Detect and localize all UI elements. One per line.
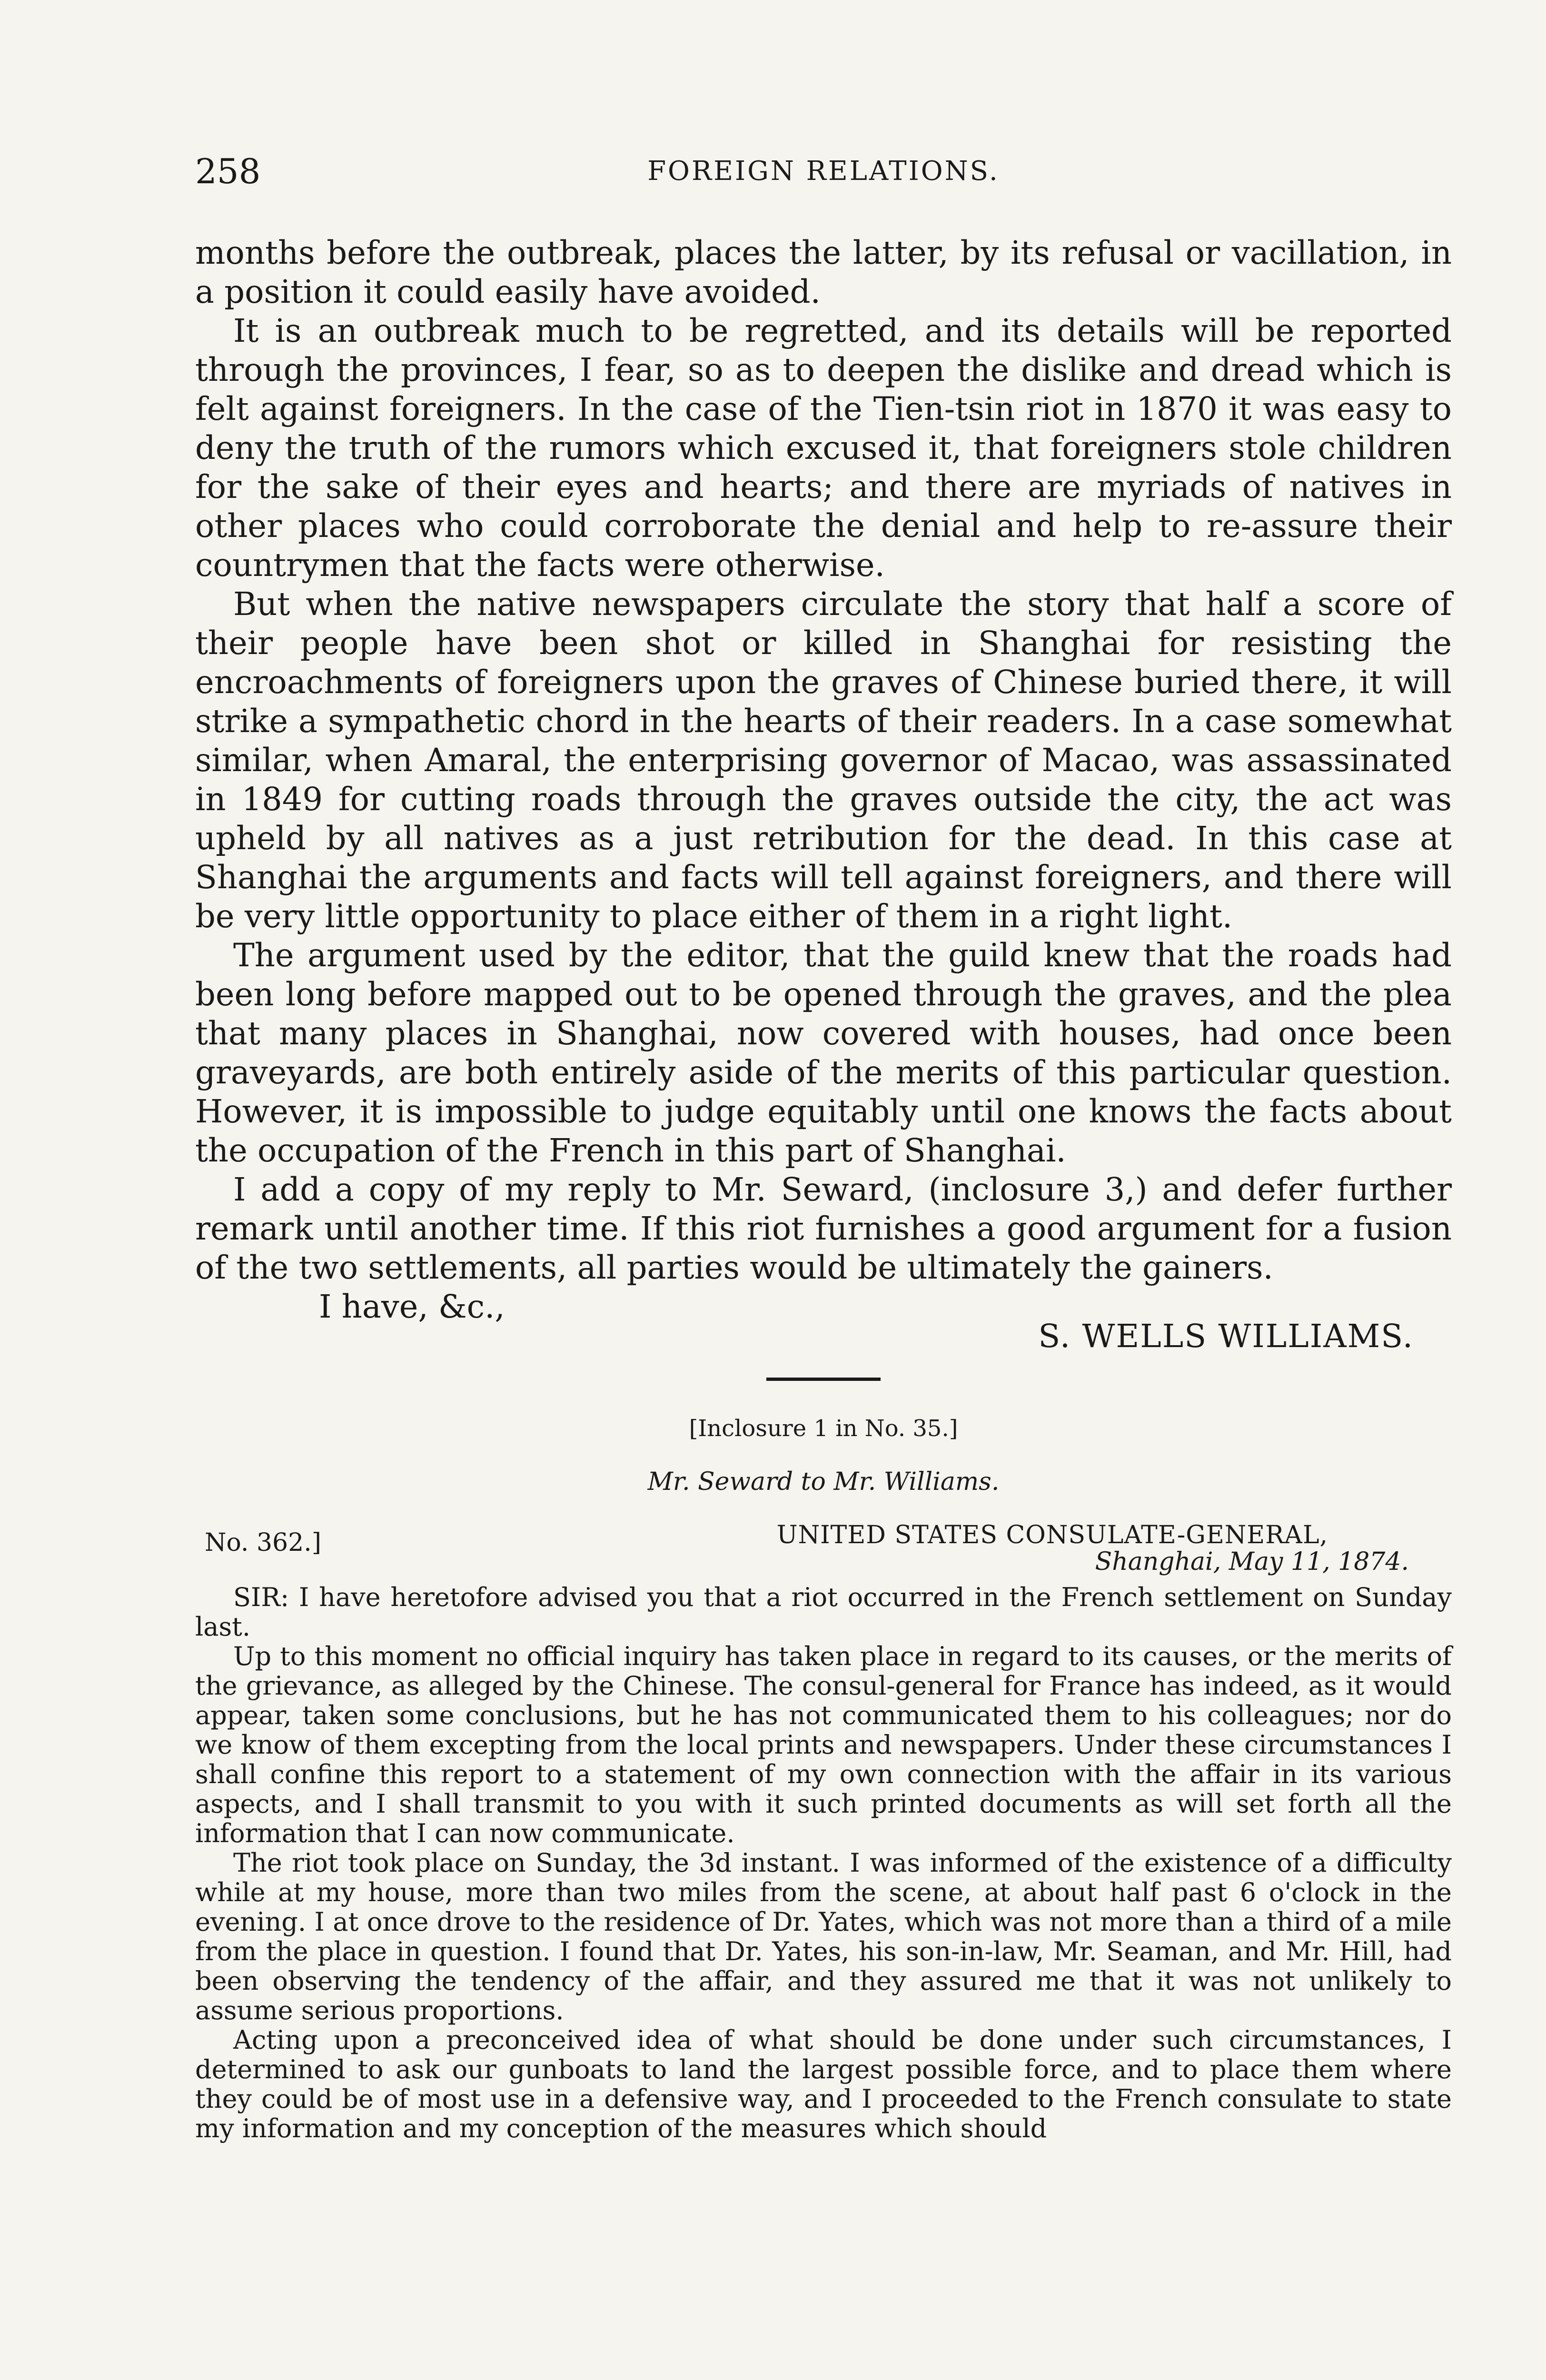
- inclosure-paragraph: Up to this moment no official inquiry has taken place in regard to its causes, or the merits of the grievance, as alleged by the Chinese. The consul-general for France has indeed, as it would appear, taken some conclusions, but he has not communicated them to his colleagues; nor do we know of them excepting from the local prints and newspapers. Under these circumstances I shall confine this report to a statement of my own connection with the affair in its various aspects, and I shall transmit to you with it such printed documents as will set forth all the information that I can now communicate.: [195, 1641, 1452, 1848]
- place-date: Shanghai, May 11, 1874.: [1095, 1547, 1409, 1576]
- signature: S. WELLS WILLIAMS.: [1038, 1318, 1414, 1355]
- letter-paragraph-continued: months before the outbreak, places the latter, by its refusal or vacillation, in a position it could easily have avoided.: [195, 234, 1452, 310]
- dispatch-number: No. 362.]: [205, 1528, 322, 1557]
- letter-paragraph: It is an outbreak much to be regretted, and its details will be reported through the provinces, I fear, so as to deepen the dislike and dread which is felt against foreigners. In the case of the Tien-tsin riot in 1870 it was easy to deny the truth of the rumors which excused it, that foreigners stole children for the sake of their eyes and hearts; and there are myriads of natives in other places who could corroborate the denial and help to re-assure their countrymen that the facts were otherwise.: [195, 312, 1452, 584]
- inclosure-paragraph: The riot took place on Sunday, the 3d instant. I was informed of the existence of a difficulty while at my house, more than two miles from the scene, at about half past 6 o'clock in the evening. I at once drove to the residence of Dr. Yates, which was not more than a third of a mile from the place in question. I found that Dr. Yates, his son-in-law, Mr. Seaman, and Mr. Hill, had been observing the tendency of the affair, and they assured me that it was not unlikely to assume serious proportions.: [195, 1848, 1452, 2025]
- letter-paragraph: But when the native newspapers circulate the story that half a score of their people have been shot or killed in Shanghai for resisting the encroachments of foreigners upon the graves of Chinese buried there, it will strike a sympathetic chord in the hearts of their readers. In a case somewhat similar, when Amaral, the enterprising governor of Macao, was assassinated in 1849 for cutting roads through the graves outside the city, the act was upheld by all natives as a just retribution for the dead. In this case at Shanghai the arguments and facts will tell against foreigners, and there will be very little opportunity to place either of them in a right light.: [195, 585, 1452, 935]
- sender-office: UNITED STATES CONSULATE-GENERAL,: [776, 1521, 1328, 1549]
- complimentary-close: I have, &c.,: [319, 1288, 505, 1325]
- inclosure-dateline: [195, 1521, 1452, 1583]
- inclosure-paragraph-text: I have heretofore advised you that a riot occurred in the French settlement on Sunday last.: [195, 1582, 1452, 1642]
- running-head: FOREIGN RELATIONS.: [647, 156, 1000, 187]
- section-divider: [766, 1378, 881, 1381]
- page-body: [195, 233, 1452, 2143]
- inclosure-title: Mr. Seward to Mr. Williams.: [647, 1468, 1000, 1496]
- salutation: SIR:: [233, 1582, 289, 1612]
- letter-paragraph: I add a copy of my reply to Mr. Seward, (inclosure 3,) and defer further remark until another time. If this riot furnishes a good argument for a fusion of the two settlements, all parties would be ultimately the gainers.: [195, 1171, 1452, 1286]
- page-header: [195, 145, 1452, 198]
- inclosure-label: [Inclosure 1 in No. 35.]: [689, 1415, 958, 1442]
- letter-closing: [195, 1287, 1452, 1355]
- inclosure-paragraph: [195, 1583, 1452, 1642]
- letter-paragraph: The argument used by the editor, that the guild knew that the roads had been long before mapped out to be opened through the graves, and the plea that many places in Shanghai, now covered with houses, had once been graveyards, are both entirely aside of the merits of this particular question. However, it is impossible to judge equitably until one knows the facts about the occupation of the French in this part of Shanghai.: [195, 937, 1452, 1169]
- inclosure-paragraph: Acting upon a preconceived idea of what should be done under such circumstances, I determined to ask our gunboats to land the largest possible force, and to place them where they could be of most use in a defensive way, and I proceeded to the French consulate to state my information and my conception of the measures which should: [195, 2025, 1452, 2143]
- page-number: 258: [195, 151, 261, 191]
